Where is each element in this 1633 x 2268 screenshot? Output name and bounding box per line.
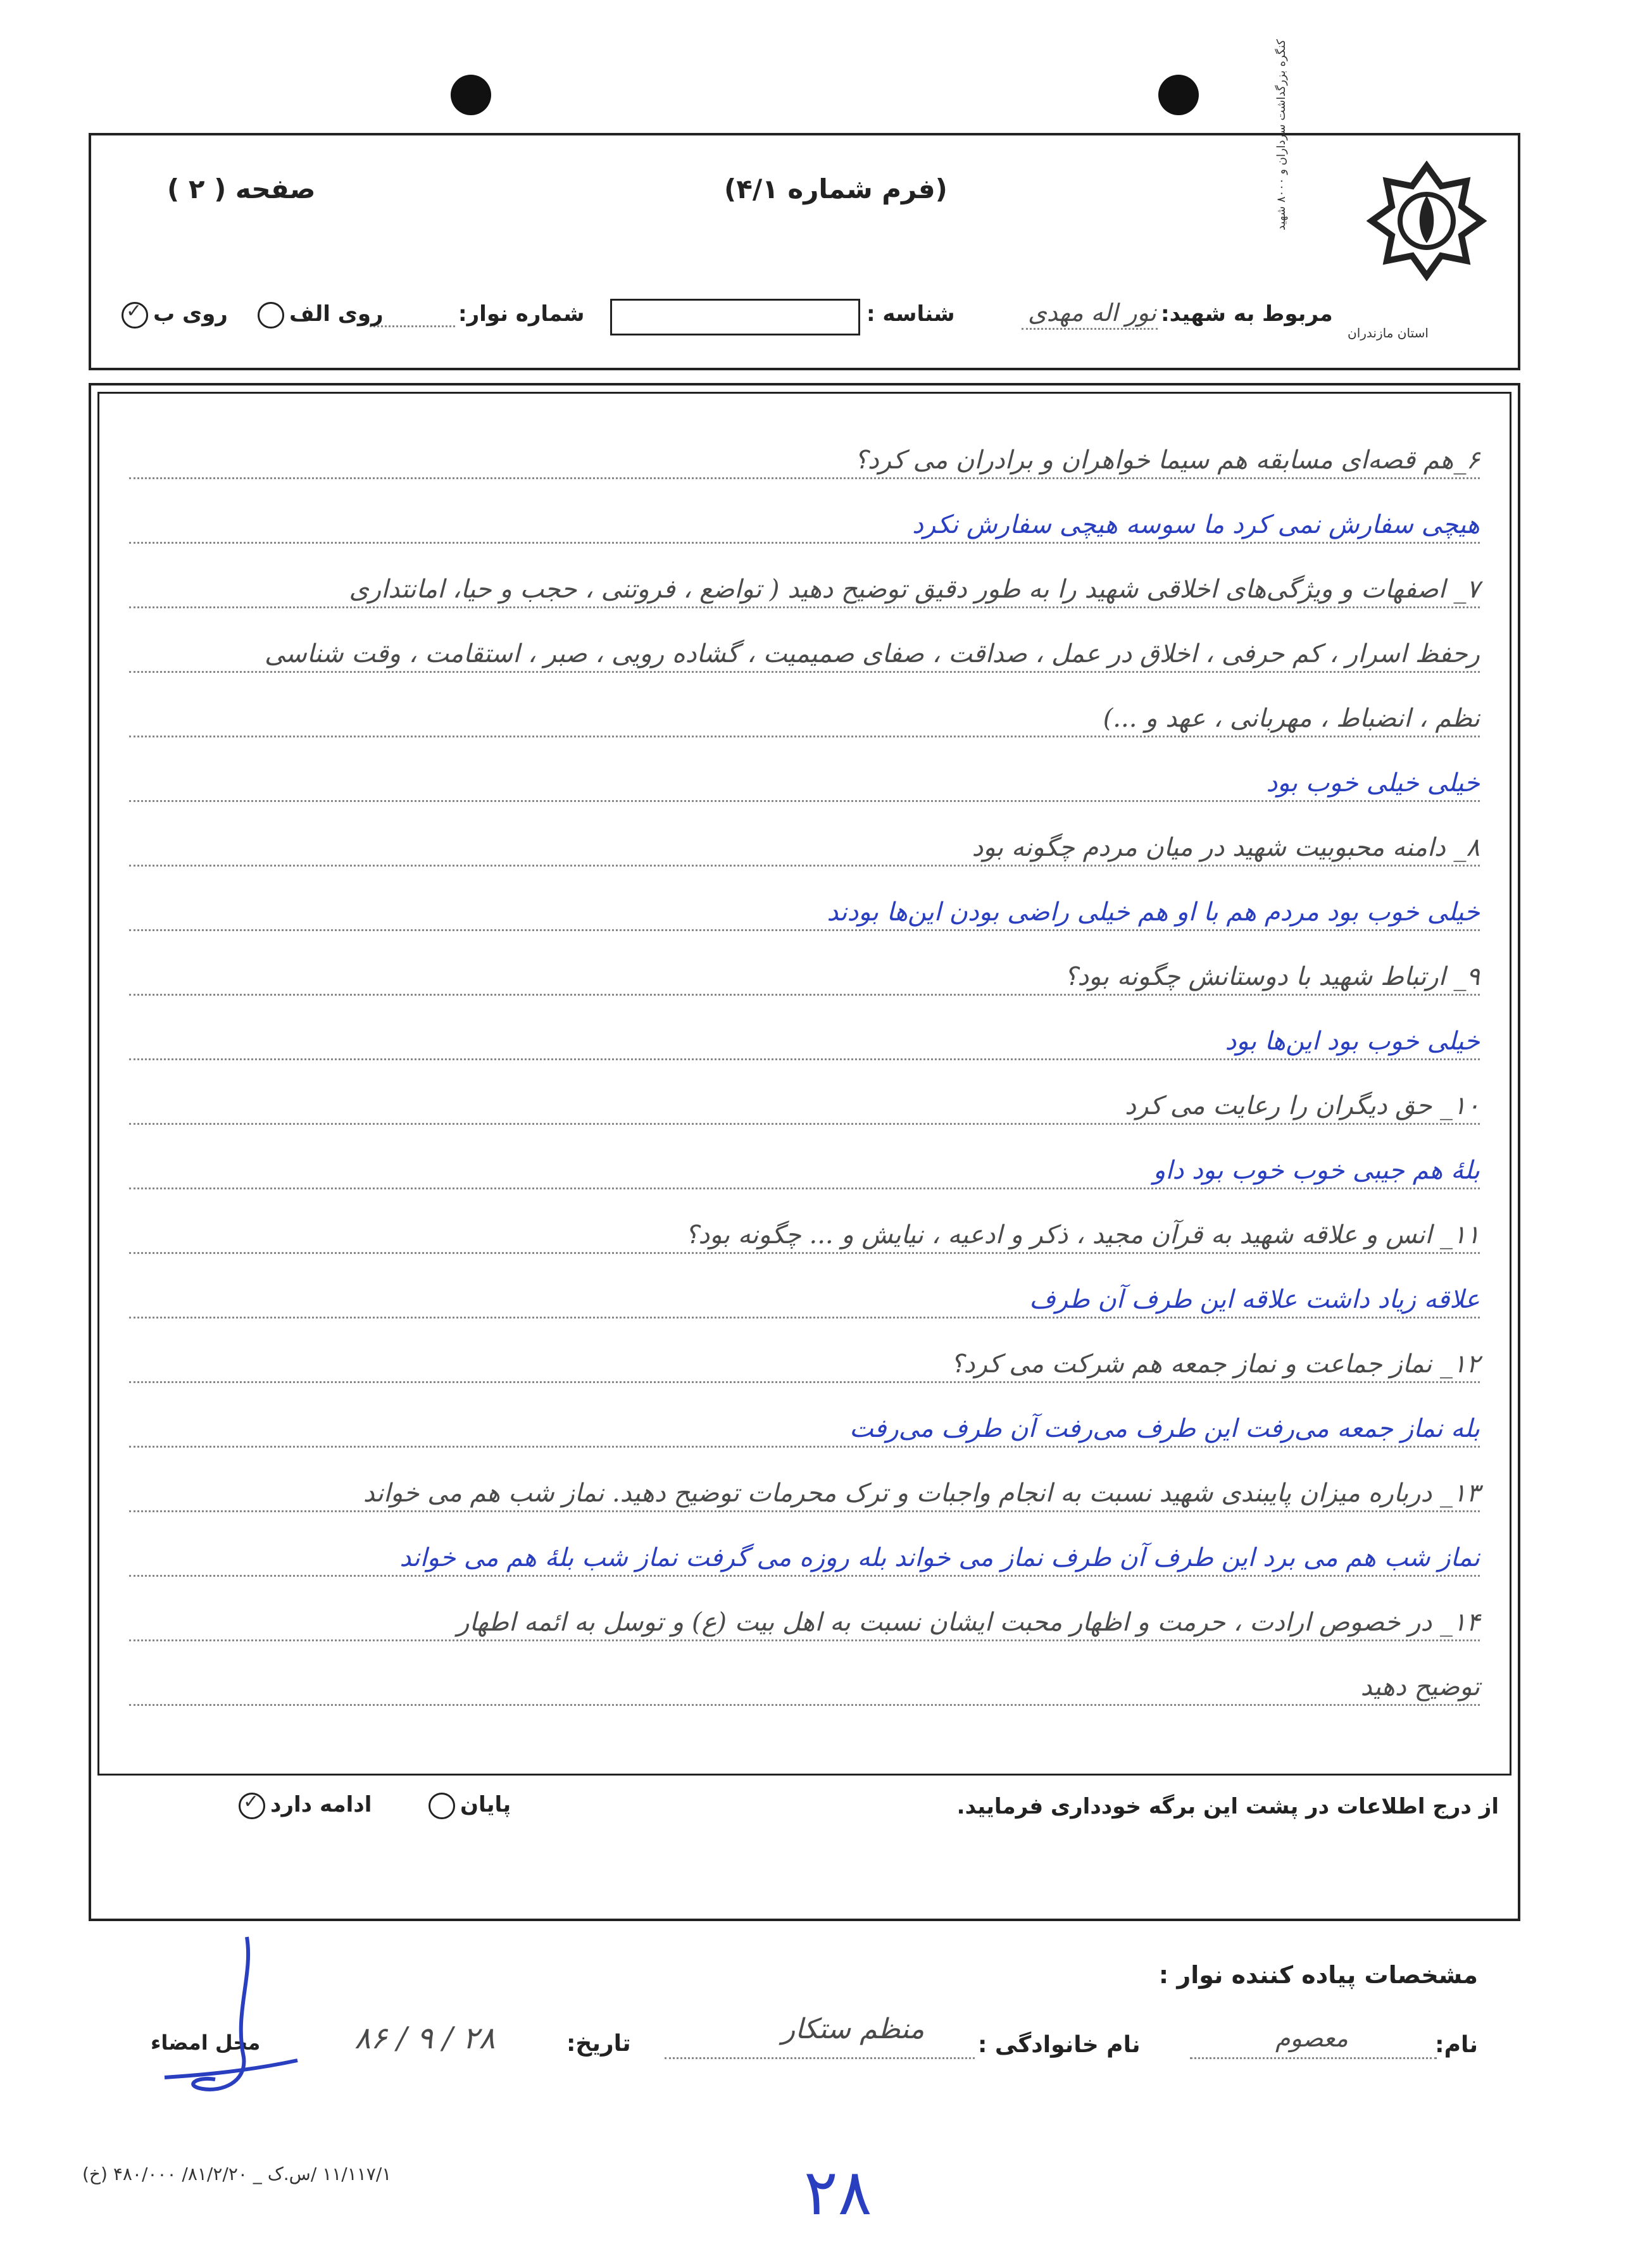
side-b-option[interactable]: روی ب✓ [116,301,228,329]
qa-line-rule [129,1510,1480,1512]
qa-line-rule [129,1381,1480,1383]
answer-line: بلهٔ هم جیبی خوب خوب بود داو [1153,1156,1480,1185]
question-line: ۱۳_ درباره میزان پایبندی شهید نسبت به انجام واجبات و ترک محرمات توضیح دهید. نماز شب هم می خواند [363,1479,1480,1508]
qa-line-rule [129,1639,1480,1641]
tape-number-label: شماره نوار: [458,301,585,327]
form-number: (فرم شماره ۴/۱) [724,173,948,204]
question-line: ۱۴_ در خصوص ارادت ، حرمت و اظهار محبت ایشان نسبت به اهل بیت (ع) و توسل به ائمه اطهار [457,1608,1480,1637]
qa-line-rule [129,542,1480,544]
family-field[interactable]: منظم ستکار [782,2013,925,2045]
date-field[interactable]: ۲۸ / ۹ / ۸۶ [354,2021,496,2056]
punch-hole-right [1158,75,1199,115]
question-line: ۱۲_ نماز جماعت و نماز جمعه هم شرکت می کرد؟ [950,1350,1480,1379]
answer-line: هیچی سفارش نمی کرد ما سوسه هیچی سفارش نکرد [912,510,1480,539]
question-line: ۸_ دامنه محبوبیت شهید در میان مردم چگونه بود [972,833,1480,862]
id-field[interactable] [610,299,860,335]
martyr-name-field[interactable]: نور اله مهدی [1028,299,1156,327]
martyr-name-dots [1022,328,1158,330]
qa-line-rule [129,929,1480,931]
page-number: ۲۸ [804,2155,872,2229]
signature-label: محل امضاء [151,2031,261,2055]
signature-mark [158,1931,304,2108]
side-b-radio[interactable] [122,302,148,329]
answer-line: خیلی خیلی خوب بود [1266,768,1480,798]
answer-line: خیلی خوب بود مردم هم با او هم خیلی راضی بودن این‌ها بودند [827,898,1480,927]
qa-line-rule [129,1704,1480,1706]
question-line: ۱۱_ انس و علاقه شهید به قرآن مجید ، ذکر و ادعیه ، نیایش و ... چگونه بود؟ [685,1220,1480,1250]
qa-line-rule [129,477,1480,479]
qa-line-rule [129,606,1480,608]
qa-line-rule [129,671,1480,673]
date-label: تاریخ: [566,2031,631,2057]
qa-line-rule [129,1446,1480,1448]
qa-line-rule [129,1058,1480,1060]
answer-line: خیلی خوب بود این‌ها بود [1225,1027,1480,1056]
qa-line-rule [129,1252,1480,1254]
end-radio[interactable] [429,1793,455,1819]
qa-line-rule [129,865,1480,867]
question-line: ۹_ ارتباط شهید با دوستانش چگونه بود؟ [1064,962,1480,991]
interview-box [89,383,1520,1921]
id-label: شناسه : [867,301,955,327]
qa-line-rule [129,1575,1480,1577]
organization-name: کنگره بزرگداشت سرداران و ۸۰۰۰ شهید [1275,39,1288,230]
punch-hole-left [451,75,491,115]
header-box [89,39,1520,370]
form-code: ۱۱/۱۱۷/۱ /س.ک _ ۸۱/۲/۲۰/ ۴۸۰/۰۰۰ (خ) [82,2164,392,2184]
qa-line-rule [129,1317,1480,1319]
question-line: ۶_هم قصه‌ای مسابقه هم سیما خواهران و برادران می کرد؟ [854,446,1480,475]
family-dots [665,2057,975,2059]
continue-radio[interactable] [239,1793,265,1819]
question-line: رحفظ اسرار ، کم حرفی ، اخلاق در عمل ، صداقت ، صفای صمیمیت ، گشاده رویی ، صبر ، استقامت ، وقت شناسی [264,639,1480,668]
answer-line: نماز شب هم می برد این طرف آن طرف نماز می خواند بله روزه می گرفت نماز شب بلهٔ هم می خواند [399,1543,1480,1572]
side-a-option[interactable]: روی الف [253,301,384,329]
question-line: توضیح دهید [1360,1672,1480,1701]
name-field[interactable]: معصوم [1275,2024,1348,2052]
end-option[interactable]: پایان [423,1792,511,1819]
side-a-radio[interactable] [258,302,284,329]
back-page-note: از درج اطلاعات در پشت این برگه خودداری فرمایید. [956,1794,1499,1819]
answer-line: علاقه زیاد داشت علاقه این طرف آن طرف [1029,1285,1480,1314]
name-dots [1190,2057,1437,2059]
qa-line-rule [129,1187,1480,1189]
qa-line-rule [129,1123,1480,1125]
family-label: نام خانوادگی : [978,2032,1141,2058]
question-line: نظم ، انضباط ، مهربانی ، عهد و ...) [1103,704,1480,733]
organization-province: استان مازندران [1348,325,1429,341]
martyr-label: مربوط به شهید: [1161,301,1333,327]
transcriber-section-title: مشخصات پیاده کننده نوار : [1158,1961,1478,1989]
answer-line: بله نماز جمعه می‌رفت این طرف می‌رفت آن طرف می‌رفت [849,1414,1480,1443]
question-line: ۷_ اصفهات و ویژگی‌های اخلاقی شهید را به طور دقیق توضیح دهید ( تواضع ، فروتنی ، حجب و حیا، امانتداری [349,575,1480,604]
page-label: صفحه ( ۲ ) [167,173,316,204]
organization-logo-icon [1367,161,1487,281]
continue-option[interactable]: ادامه دارد✓ [234,1792,372,1819]
qa-line-rule [129,736,1480,737]
qa-line-rule [129,994,1480,996]
name-label: نام: [1435,2032,1478,2058]
qa-line-rule [129,800,1480,802]
question-line: ۱۰_ حق دیگران را رعایت می کرد [1125,1091,1480,1120]
